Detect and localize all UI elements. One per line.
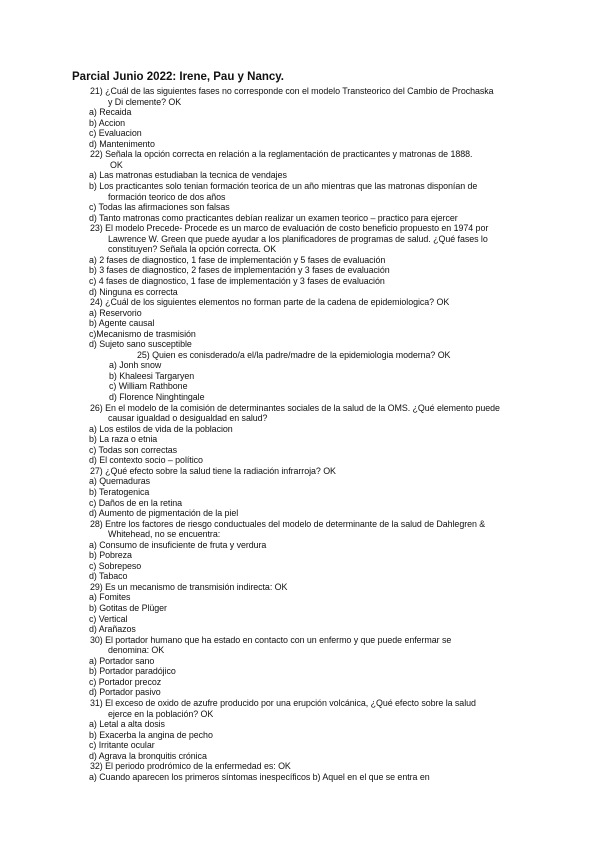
answer-option: d) Tabaco — [89, 571, 128, 582]
text-line: constituyen? Señala la opción correcta. OK — [108, 244, 277, 255]
answer-option: b) Teratogenica — [89, 486, 150, 497]
answer-option: d) Sujeto sano susceptible — [89, 339, 192, 350]
answer-option: b) Los practicantes solo tenian formación teorica de un año mientras que las matronas disponían de — [89, 180, 478, 191]
answer-option: d) Portador pasivo — [89, 687, 161, 698]
answer-option: a) Recaida — [89, 107, 132, 118]
question-line: 24) ¿Cuál de los siguientes elementos no forman parte de la cadena de epidemiologica? OK — [90, 297, 450, 307]
answer-option: d) El contexto socio – político — [89, 455, 203, 466]
text-line: Lawrence W. Green que puede ayudar a los planificadores de programas de salud. ¿Qué fases lo — [108, 233, 488, 244]
answer-option: b) Agente causal — [89, 318, 155, 329]
answer-option: d) Arañazos — [89, 624, 136, 635]
answer-option: c) Vertical — [89, 613, 128, 624]
answer-option: b) Khaleesi Targaryen — [109, 370, 195, 381]
answer-option: c) Sobrepeso — [89, 560, 142, 571]
answer-option: a) Letal a alta dosis — [89, 719, 165, 729]
question-line: 27) ¿Qué efecto sobre la salud tiene la radiación infrarroja? OK — [90, 465, 336, 476]
question-line: 25) Quien es conisderado/a el/la padre/madre de la epidemiologia moderna? OK — [137, 349, 451, 360]
answer-option: b) Pobreza — [89, 550, 132, 561]
answer-option: b) 3 fases de diagnostico, 2 fases de implementación y 3 fases de evaluación — [89, 265, 390, 276]
answer-option: d) Mantenimento — [89, 138, 155, 149]
answer-option: a) Los estilos de vida de la poblacion — [89, 423, 233, 434]
answer-option: a) Cuando aparecen los primeros síntomas inespecíficos b) Aquel en el que se entra en — [89, 771, 430, 782]
text-line: y Di clemente? OK — [108, 96, 182, 107]
answer-option: c) Daños de en la retina — [89, 497, 183, 508]
answer-option: a) Las matronas estudiaban la tecnica de vendajes — [89, 170, 287, 181]
answer-option: b) Portador paradójico — [89, 666, 176, 677]
question-line: 21) ¿Cuál de las siguientes fases no corresponde con el modelo Transteorico del Cambio de Prochaska — [90, 86, 494, 96]
question-line: 32) El periodo prodrómico de la enfermedad es: OK — [90, 761, 291, 772]
answer-option: d) Agrava la bronquitis crónica — [89, 750, 207, 761]
answer-option: a) Jonh snow — [109, 360, 162, 371]
answer-option: b) Exacerba la angina de pecho — [89, 729, 213, 740]
text-line: causar igualdad o desigualdad en salud? — [108, 413, 268, 424]
answer-option: c)Mecanismo de trasmisión — [89, 328, 196, 339]
question-line: 22) Señala la opción correcta en relación a la reglamentación de practicantes y matronas de 1888. — [90, 149, 473, 160]
answer-option: c) Portador precoz — [89, 676, 162, 687]
answer-option: a) Fomites — [89, 592, 131, 603]
answer-option: a) Quemaduras — [89, 476, 151, 487]
answer-option: a) 2 fases de diagnostico, 1 fase de implementación y 5 fases de evaluación — [89, 254, 386, 265]
answer-option: d) Tanto matronas como practicantes debían realizar un examen teorico – practico para ejercer — [89, 212, 458, 223]
answer-option: b) Accion — [89, 117, 126, 128]
question-line: 29) Es un mecanismo de transmisión indirecta: OK — [90, 581, 288, 592]
text-line: formación teorico de dos años — [108, 191, 226, 202]
document-title: Parcial Junio 2022: Irene, Pau y Nancy. — [72, 71, 284, 83]
answer-option: c) 4 fases de diagnostico, 1 fase de implementación y 3 fases de evaluación — [89, 275, 385, 286]
answer-option: a) Reservorio — [89, 307, 142, 318]
answer-option: b) Gotitas de Plüger — [89, 603, 167, 613]
text-line: OK — [110, 159, 123, 170]
question-line: 23) El modelo Precede- Procede es un marco de evaluación de costo beneficio propuesto en 1974 por — [90, 223, 489, 234]
answer-option: c) Evaluacion — [89, 128, 142, 139]
answer-option: d) Aumento de pigmentación de la piel — [89, 508, 239, 518]
answer-option: c) William Rathbone — [109, 381, 188, 392]
question-line: 28) Entre los factores de riesgo conductuales del modelo de determinante de la salud de Dahlegren & — [90, 518, 486, 529]
answer-option: d) Ninguna es correcta — [89, 286, 178, 297]
question-line: 31) El exceso de oxido de azufre producido por una erupción volcánica, ¿Qué efecto sobre la salud — [90, 697, 476, 708]
answer-option: c) Irritante ocular — [89, 740, 155, 751]
answer-option: d) Florence Ninghtingale — [109, 392, 205, 402]
answer-option: c) Todas son correctas — [89, 444, 178, 455]
answer-option: a) Portador sano — [89, 655, 155, 666]
answer-option: a) Consumo de insuficiente de fruta y verdura — [89, 539, 267, 550]
text-line: Whitehead, no se encuentra: — [108, 529, 221, 540]
question-line: 26) En el modelo de la comisión de determinantes sociales de la salud de la OMS. ¿Qué elemento puede — [90, 402, 500, 413]
text-line: denomina: OK — [108, 645, 165, 656]
answer-option: b) La raza o etnia — [89, 434, 158, 445]
text-line: ejerce en la población? OK — [108, 708, 214, 719]
answer-option: c) Todas las afirmaciones son falsas — [89, 202, 230, 213]
question-line: 30) El portador humano que ha estado en contacto con un enfermo y que puede enfermar se — [90, 634, 452, 645]
